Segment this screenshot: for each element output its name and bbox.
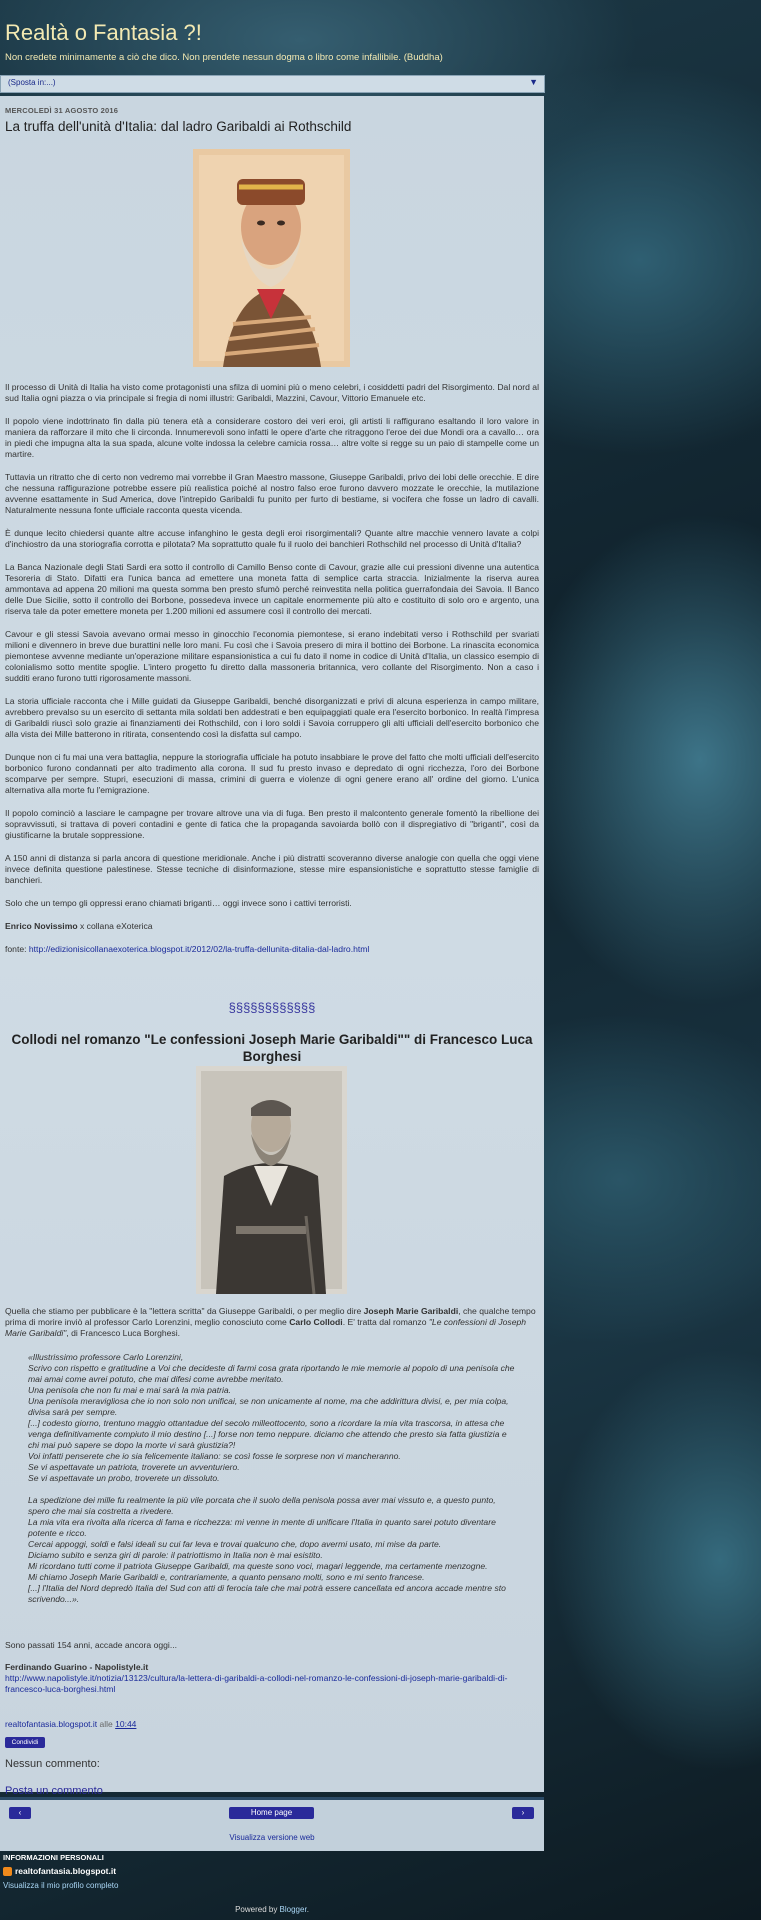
- signature: [5, 1662, 539, 1673]
- post-comment-link[interactable]: Posta un commento: [5, 1785, 103, 1797]
- quote-line: [...] l'Italia del Nord depredò Italia del Sud con atti di ferocia tale che mai potrà essere cancellata ed ancora accade mentre sto scrivendo...».: [28, 1583, 506, 1604]
- intro-text: . E' tratta dal romanzo: [342, 1317, 429, 1327]
- newer-post-button[interactable]: ‹: [9, 1807, 31, 1819]
- quote-line: «Illustrissimo professore Carlo Lorenzini,: [28, 1352, 184, 1362]
- quote-line: Voi infatti penserete che io sia felicemente italiano: se così fosse le sorprese non vi mancheranno.: [28, 1451, 401, 1461]
- quote-line: Scrivo con rispetto e gratitudine a Voi che decideste di farmi cosa grata riportando le mie memorie al popolo di una penisola che mai amai come avrei potuto, che mai difesi come avrebbe meritato.: [28, 1363, 515, 1384]
- blog-title[interactable]: Realtà o Fantasia ?!: [5, 20, 202, 45]
- post-body: [5, 382, 539, 967]
- older-post-button[interactable]: ›: [512, 1807, 534, 1819]
- post-paragraph: È dunque lecito chiedersi quante altre accuse infanghino le gesta degli eroi risorgimentali? Quante altre macchie vennero lavate a colpi d'inchiostro da una storiografia corrotta e pilotata? Ma soprattutto quale fu il ruolo dei banchieri Rothschild nel processo di Unità d'Italia?: [5, 528, 539, 549]
- post-footer: [5, 1719, 136, 1729]
- blog-description: Non credete minimamente a ciò che dico. Non prendete nessun dogma o libro come infallibile. (Buddha): [5, 52, 443, 63]
- author-name: Enrico Novissimo: [5, 921, 78, 931]
- powered-dot: .: [306, 1905, 309, 1914]
- quote-line: Mi ricordano tutti come il patriota Giuseppe Garibaldi, ma queste sono voci, magari leggende, ma certamente menzogne.: [28, 1561, 488, 1571]
- source-label: fonte:: [5, 944, 29, 954]
- share-button[interactable]: Condividi: [5, 1737, 45, 1748]
- signature-link[interactable]: http://www.napolistyle.it/notizia/13123/cultura/la-lettera-di-garibaldi-a-collodi-nel-romanzo-le-confessioni-di-joseph-marie-garibaldi-di-francesco-luca-borghesi.html: [5, 1673, 508, 1694]
- blog-header: [0, 0, 545, 72]
- post-paragraph: A 150 anni di distanza si parla ancora di questione meridionale. Anche i più distratti scoveranno diverse analogie con quella che oggi viene invece definita questione palestinese. Stesse tecniche di disinformazione, stesse mire espansionistiche e soprattutto stesse famiglie di banchieri.: [5, 853, 539, 885]
- quote-line: Se vi aspettavate un patriota, troverete un avventuriero.: [28, 1462, 240, 1472]
- quote-line: Diciamo subito e senza giri di parole: il patriottismo in Italia non è mai esistito.: [28, 1550, 323, 1560]
- mobile-page-selector[interactable]: [0, 75, 545, 93]
- post-paragraph: Dunque non ci fu mai una vera battaglia, neppure la storiografia ufficiale ha potuto insabbiare le prove del fatto che molti ufficiali dell'esercito borbonico furono condannati per alto tradimento alla corona. Il sud fu presto invaso e depredato di ogni ricchezza, l'oro dei Borbone scomparve per sempre. Stupri, esecuzioni di massa, crimini di guerra e violenze di ogni genere erano all' ordine del giorno. L'unica alternativa alla morte fu l'emigrazione.: [5, 752, 539, 795]
- quote-line: Cercai appoggi, soldi e falsi ideali su cui far leva e trovai qualcuno che, dopo avermi usato, mi mise da parte.: [28, 1539, 442, 1549]
- quote-line: [...] codesto giorno, trentuno maggio ottantadue del secolo milleottocento, sono a ricordare la mia vita trascorsa, in attesa che venga definitivamente compiuto il mio destino [...] forse non temo neppure. diciamo che attendo che presto sia fatta giustizia e chi mai può sapere se dopo la morte vi sarà giustizia?!: [28, 1418, 507, 1450]
- blogger-link[interactable]: Blogger: [279, 1905, 307, 1914]
- section-heading: Collodi nel romanzo "Le confessioni Joseph Marie Garibaldi"" di Francesco Luca Borghesi: [11, 1032, 533, 1064]
- post-paragraph: Il processo di Unità di Italia ha visto come protagonisti una sfilza di uomini più o meno celebri, i cosiddetti padri del Risorgimento. Dal nord al sud Italia ogni piazza o via principale si fregia di nomi illustri: Garibaldi, Mazzini, Cavour, Vittorio Emanuele etc.: [5, 382, 539, 403]
- web-version-link[interactable]: Visualizza versione web: [229, 1833, 315, 1842]
- view-profile-link[interactable]: Visualizza il mio profilo completo: [3, 1881, 119, 1890]
- comments-heading: Nessun commento:: [5, 1758, 100, 1770]
- intro-text: Quella che stiamo per pubblicare è la "lettera scritta" da Giuseppe Garibaldi, o per meglio dire: [5, 1306, 364, 1316]
- signature-name: Ferdinando Guarino - Napolistyle.it: [5, 1662, 149, 1672]
- intro-text: , di Francesco Luca Borghesi.: [66, 1328, 181, 1338]
- author-collection: x collana eXoterica: [77, 921, 153, 931]
- blog-pager: [0, 1797, 544, 1851]
- home-button[interactable]: Home page: [229, 1807, 314, 1819]
- main-content: [0, 96, 544, 1797]
- section-intro: [5, 1306, 539, 1339]
- post-title: La truffa dell'unità d'Italia: dal ladro Garibaldi ai Rothschild: [5, 119, 352, 134]
- author-line: [5, 921, 539, 932]
- chevron-down-icon: ▼: [529, 77, 538, 87]
- post-paragraph: Tuttavia un ritratto che di certo non vedremo mai vorrebbe il Gran Maestro massone, Giuseppe Garibaldi, privo dei lobi delle orecchie. E dire che nessuna raffigurazione potrebbe essere più realistica poiché al nostro falso eroe furono davvero mozzate le orecchie, la mutilazione avvenne esattamente in Sud America, dove l'intrepido Garibaldi fu punito per furto di bestiame, si vociferа che fosse un ladro di cavalli. Naturalmente nessuna fonte ufficiale racconta questa vicenda.: [5, 472, 539, 515]
- post-paragraph: La Banca Nazionale degli Stati Sardi era sotto il controllo di Camillo Benso conte di Cavour, grazie alle cui pressioni divenne una autentica Tesoreria di Stato. Difatti era l'unica banca ad emettere una moneta fatta di semplice carta straccia. Inizialmente la riserva aurea ammontava ad appena 20 milioni ma questa somma ben presto sfumò perché reinvestita nella politica guerrafondaia dei Savoia. Il Banco delle Due Sicilie, sotto il controllo dei Borbone, possedeva invece un capitale enormemente più alto e costituito di solo oro e argento, una riserva tale da poter emettere moneta per 1.200 milioni ed assumere così il controllo dei mercati.: [5, 562, 539, 616]
- quote-block-1: [28, 1352, 518, 1484]
- post-paragraph: Il popolo cominciò a lasciare le campagne per trovare altrove una via di fuga. Ben presto il malcontento generale fomentò la ribellione dei sopravvissuti, si trattava di poveri contadini e gente di fatica che la propaganda savoiarda bollò con il dispregiativo di "briganti", così da giustificarne la brutale soppressione.: [5, 808, 539, 840]
- closing-text: Sono passati 154 anni, accade ancora oggi...: [5, 1640, 177, 1650]
- quote-line: La mia vita era rivolta alla ricerca di fama e ricchezza: mi venne in mente di unificare l'Italia in quanto sarei potuto diventare potente e ricco.: [28, 1517, 496, 1538]
- quote-block-2: [28, 1495, 518, 1605]
- post-paragraph: Il popolo viene indottrinato fin dalla più tenera età a considerare costoro dei veri eroi, gli artisti li raffigurano esaltando il loro valore in maniera da rafforzare il mito che li circonda. Innumerevoli sono infatti le opere d'arte che ritraggono l'eroe dei due Mondi ora a cavallo… ora in piedi che impugna alta la sua spada, alcune volte indossa la celebre camicia rossa… altre volte si regge su un paio di stampelle come un martire.: [5, 416, 539, 459]
- closing-section: [5, 1640, 539, 1695]
- letter-quote: [28, 1352, 518, 1616]
- post-at: alle: [99, 1719, 113, 1729]
- quote-line: Mi chiamo Joseph Marie Garibaldi e, contrariamente, a quanto pensano molti, sono e mi sento francese.: [28, 1572, 425, 1582]
- blogger-profile-icon: [3, 1867, 12, 1876]
- source-link[interactable]: http://edizionisicollanaexoterica.blogspot.it/2012/02/la-truffa-dellunita-ditalia-dal-ladro.html: [28, 944, 370, 954]
- intro-bold-name: Joseph Marie Garibaldi: [363, 1306, 459, 1316]
- garibaldi-photo-image[interactable]: [196, 1066, 347, 1294]
- page-selector-label: (Sposta in:...): [8, 78, 56, 87]
- quote-line: Una penisola che non fu mai e mai sarà la mia patria.: [28, 1385, 232, 1395]
- post-paragraph: La storia ufficiale racconta che i Mille guidati da Giuseppe Garibaldi, benché disorganizzati e privi di alcuna esperienza in campo militare, avrebbero prevalso su un esercito di settanta mila soldati ben addestrati e ben equipaggiati quale era l'esercito borbonico. In realtà l'impresa di Garibaldi riuscì solo grazie ai finanziamenti dei Rothschild, con i loro soldi i Savoia corruppero gli alti ufficiali dell'esercito borbonico che alla vista dei Mille batterono in ritirata, consentendo così la disfatta sul campo.: [5, 696, 539, 739]
- source-line: [5, 944, 539, 955]
- post-date: MERCOLEDÌ 31 AGOSTO 2016: [5, 106, 119, 115]
- intro-novel-title: "Le confessioni di Joseph Marie Garibaldi": [5, 1317, 527, 1338]
- post-author-link[interactable]: realtofantasia.blogspot.it: [5, 1719, 98, 1729]
- section-separator: §§§§§§§§§§§§: [228, 1000, 316, 1015]
- powered-by: [0, 1905, 544, 1914]
- profile-name-link[interactable]: realtofantasia.blogspot.it: [15, 1866, 117, 1876]
- post-paragraph: Cavour e gli stessi Savoia avevano ormai messo in ginocchio l'economia piemontese, si erano indebitati verso i Rothschild per svariati milioni e divennero in breve due burattini nelle loro mani. Fu così che i Savoia presero di mira il bottino dei Borbone. La rinascita economica piemontese avvenne mediante un'operazione militare espansionistica a cui fu dato il nome in codice di Unità d'Italia, un classico esempio di colonialismo sotto mentite spoglie. L'intero progetto fu diretto dalla massoneria britannica, vero collante del Risorgimento. Non a caso i sudditi erano furono tutti rigorosamente massoni.: [5, 629, 539, 683]
- quote-line: La spedizione dei mille fu realmente la più vile porcata che il suolo della penisola possa aver mai vissuto e, a questo punto, spero che mai sia costretta a rivedere.: [28, 1495, 496, 1516]
- profile-heading: INFORMAZIONI PERSONALI: [3, 1853, 104, 1862]
- intro-bold-collodi: Carlo Collodi: [289, 1317, 343, 1327]
- quote-line: Una penisola meravigliosa che io non solo non unificai, se non unicamente al nome, ma che addirittura divisi, e, per mia colpa, divisa sarà per sempre.: [28, 1396, 509, 1417]
- post-timestamp-link[interactable]: 10:44: [115, 1719, 137, 1729]
- profile-widget: [0, 1853, 544, 1897]
- garibaldi-portrait-image[interactable]: [193, 149, 350, 367]
- intro-text: , che qualche tempo prima di morire inviò al professor Carlo Lorenzini, meglio conosciuto come: [5, 1306, 536, 1327]
- powered-text: Powered by: [235, 1905, 280, 1914]
- post-paragraph: Solo che un tempo gli oppressi erano chiamati briganti… oggi invece sono i cattivi terroristi.: [5, 898, 352, 908]
- quote-line: Se vi aspettavate un probo, troverete un dissoluto.: [28, 1473, 220, 1483]
